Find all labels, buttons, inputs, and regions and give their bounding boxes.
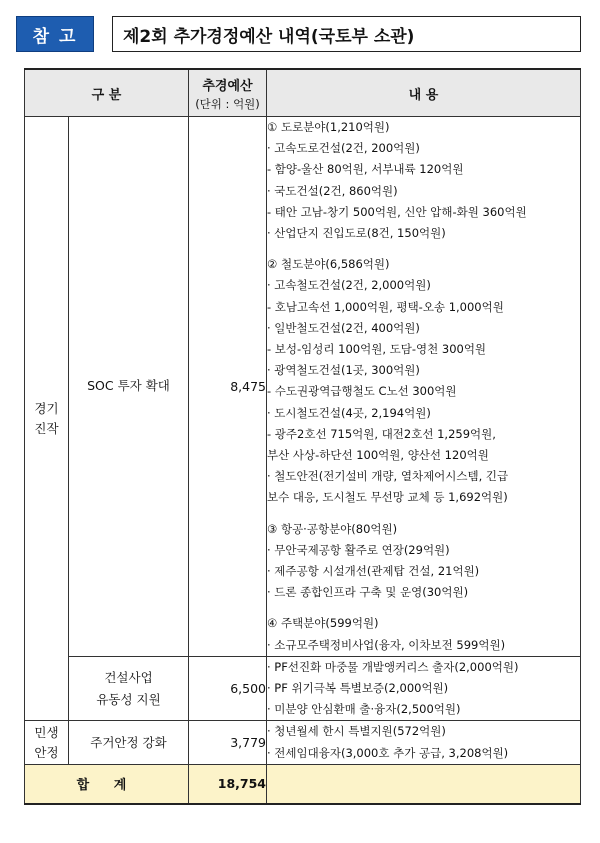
content-line: · 미분양 안심환매 출·융자(2,500억원) (267, 702, 461, 717)
item-construction (69, 656, 189, 721)
content-line: · PF 위기극복 특별보증(2,000억원) (267, 681, 449, 696)
category-livelihood-line2: 안정 (34, 744, 59, 760)
page-title: 제2회 추가경정예산 내역(국토부 소관) (112, 16, 581, 52)
table-row-housing (25, 721, 581, 764)
content-gap (267, 509, 580, 519)
content-line: ④ 주택분야(599억원) (267, 616, 379, 631)
content-line: · 고속도로건설(2건, 200억원) (267, 141, 420, 156)
content-line: - 보성-임성리 100억원, 도담-영천 300억원 (267, 342, 487, 357)
amount-construction: 6,500 (189, 656, 267, 721)
content-housing (267, 721, 581, 764)
content-line: · 산업단지 진입도로(8건, 150억원) (267, 226, 446, 241)
content-line: · 제주공항 시설개선(관제탑 건설, 21억원) (267, 564, 480, 579)
category-economy-line1: 경기 (34, 400, 59, 416)
content-line: · 철도안전(전기설비 개량, 열차제어시스템, 긴급 (267, 469, 509, 484)
header-budget (189, 69, 267, 117)
content-line: · 광역철도건설(1곳, 300억원) (267, 363, 420, 378)
content-line: · PF선진화 마중물 개발앵커리스 출자(2,000억원) (267, 659, 519, 674)
content-soc (267, 117, 581, 657)
content-line: ① 도로분야(1,210억원) (267, 120, 390, 134)
item-soc: SOC 투자 확대 (69, 117, 189, 657)
total-amount: 18,754 (189, 764, 267, 804)
item-housing: 주거안정 강화 (69, 721, 189, 764)
total-label: 합 계 (25, 764, 189, 804)
content-line: · 고속철도건설(2건, 2,000억원) (267, 278, 431, 293)
content-line: - 광주2호선 715억원, 대전2호선 1,259억원, (267, 426, 496, 441)
total-content (267, 764, 581, 804)
content-line: ③ 항공·공항분야(80억원) (267, 521, 398, 536)
content-line: · 드론 종합인프라 구축 및 운영(30억원) (267, 585, 469, 600)
budget-table (24, 68, 581, 805)
header-budget-label: 추경예산 (202, 78, 253, 94)
item-construction-line1: 건설사업 (104, 669, 153, 685)
content-line: · 일반철도건설(2건, 400억원) (267, 320, 420, 335)
content-line: · 전세임대융자(3,000호 추가 공급, 3,208억원) (267, 745, 509, 760)
table-row-total (25, 764, 581, 804)
header-budget-unit: (단위 : 억원) (195, 96, 260, 111)
table-row-construction (25, 656, 581, 721)
amount-housing: 3,779 (189, 721, 267, 764)
table-row-soc (25, 117, 581, 657)
item-construction-line2: 유동성 지원 (96, 691, 161, 707)
reference-badge: 참 고 (16, 16, 94, 52)
content-line: ② 철도분야(6,586억원) (267, 257, 390, 272)
content-line: · 청년월세 한시 특별지원(572억원) (267, 724, 446, 739)
content-line: · 소규모주택정비사업(융자, 이차보전 599억원) (267, 637, 506, 652)
content-line: 보수 대응, 도시철도 무선망 교체 등 1,692억원) (267, 490, 508, 505)
content-line: - 호남고속선 1,000억원, 평택-오송 1,000억원 (267, 299, 504, 314)
content-gap (267, 603, 580, 613)
category-livelihood (25, 721, 69, 764)
category-livelihood-line1: 민생 (34, 724, 59, 740)
content-line: - 태안 고남-창기 500억원, 신안 압해-화원 360억원 (267, 204, 527, 219)
page-header (16, 16, 581, 54)
content-construction (267, 656, 581, 721)
content-line: 부산 사상-하단선 100억원, 양산선 120억원 (267, 448, 489, 463)
header-division: 구 분 (25, 69, 189, 117)
content-line: - 함양-울산 80억원, 서부내륙 120억원 (267, 162, 464, 177)
amount-soc: 8,475 (189, 117, 267, 657)
category-economy-line2: 진작 (34, 420, 59, 436)
table-header-row (25, 69, 581, 117)
content-line: · 국도건설(2건, 860억원) (267, 183, 398, 198)
category-economy (25, 117, 69, 721)
content-line: · 도시철도건설(4곳, 2,194억원) (267, 405, 431, 420)
content-line: · 무안국제공항 활주로 연장(29억원) (267, 542, 450, 557)
content-gap (267, 244, 580, 254)
header-content: 내 용 (267, 69, 581, 117)
content-line: - 수도권광역급행철도 C노선 300억원 (267, 384, 457, 399)
